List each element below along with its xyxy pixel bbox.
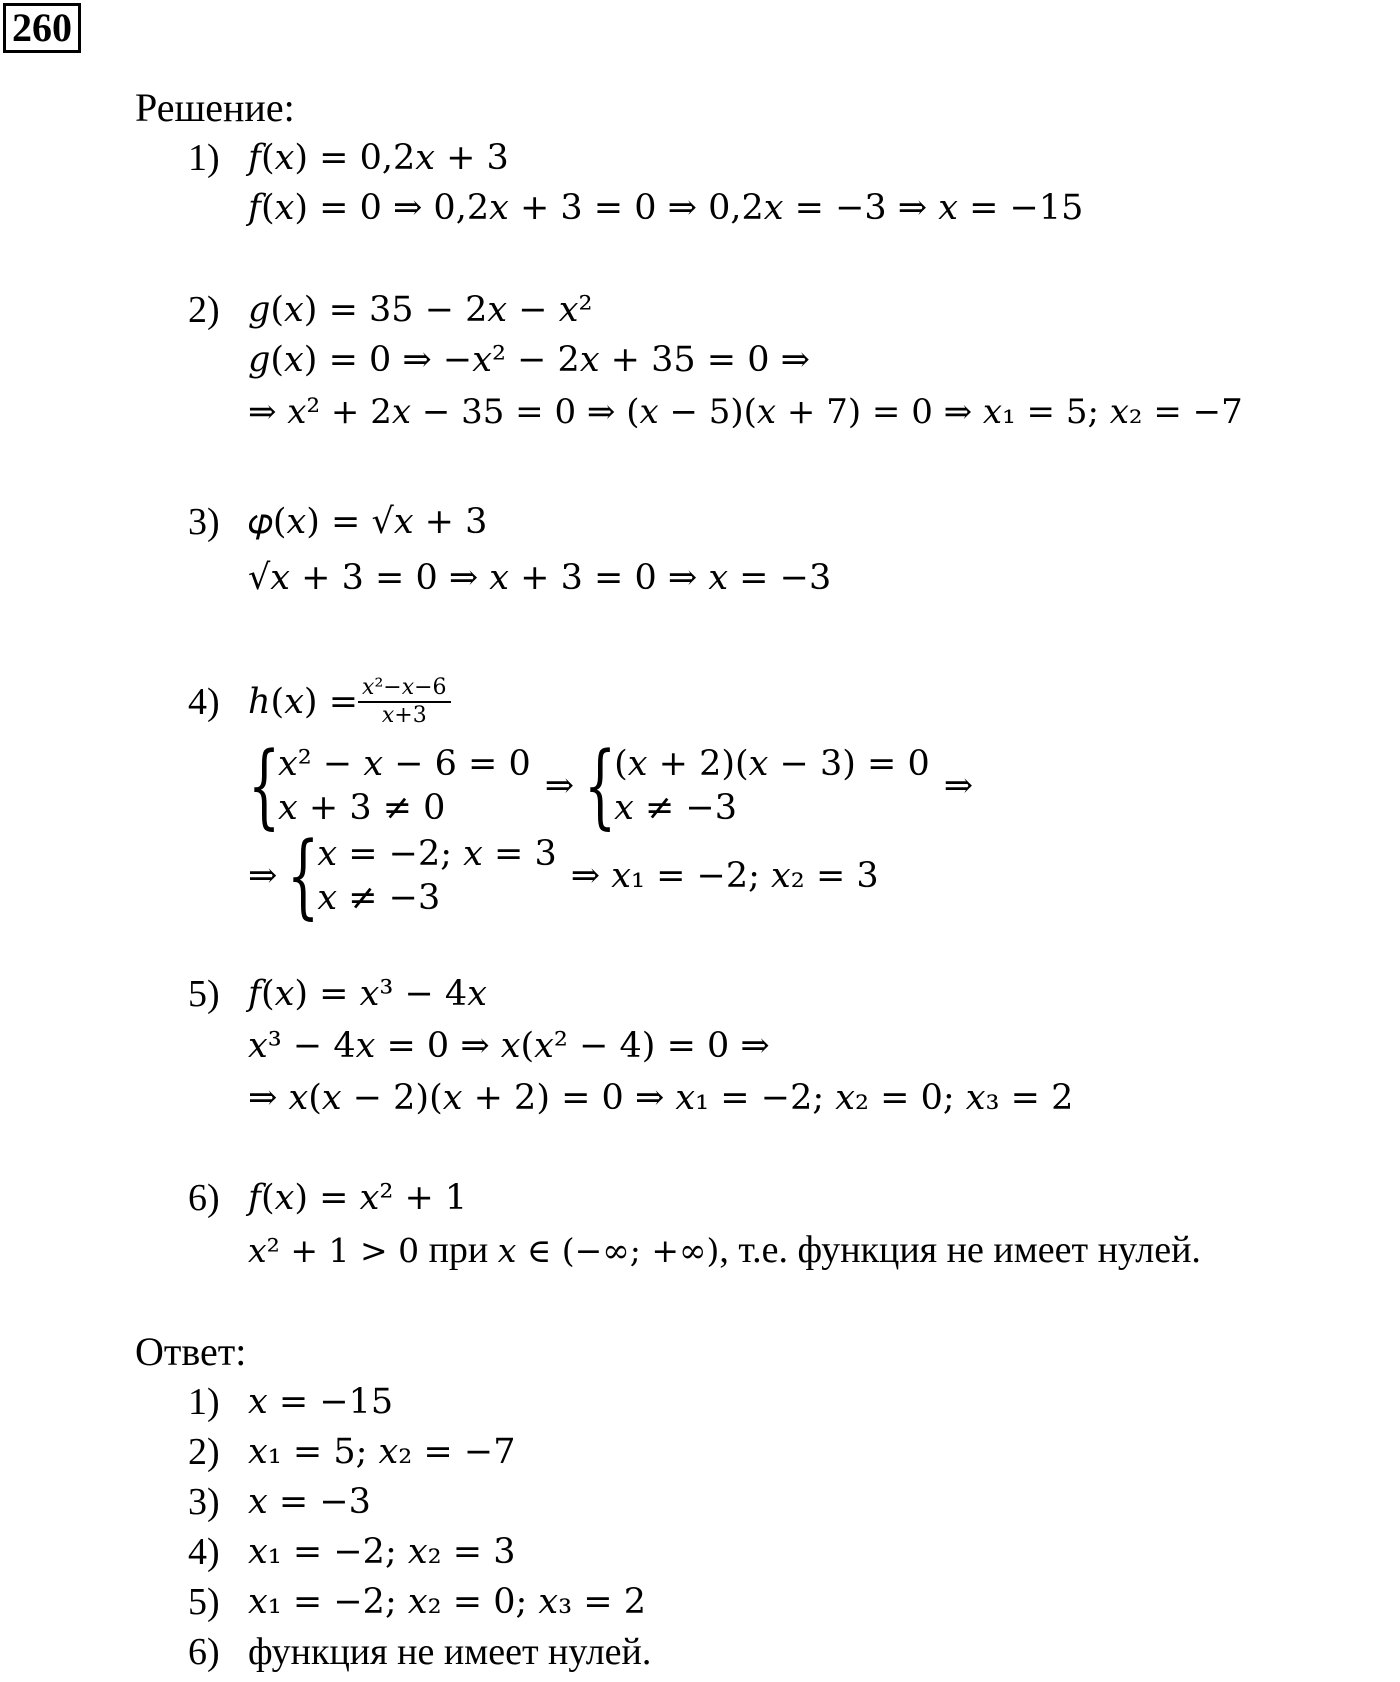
- item-4-system-2-row-1: (𝑥 + 2)(𝑥 − 3) = 0: [614, 744, 930, 784]
- left-brace: {: [287, 822, 320, 929]
- answer-6-number: 6): [188, 1631, 220, 1673]
- item-4-fraction: [358, 675, 451, 729]
- item-3-line-1: 𝜑(𝑥) = √𝑥 + 3: [248, 502, 488, 542]
- item-1-line-2: 𝑓(𝑥) = 0 ⇒ 0,2𝑥 + 3 = 0 ⇒ 0,2𝑥 = −3 ⇒ 𝑥 = −15: [248, 188, 1084, 228]
- answer-6-text: функция не имеет нулей.: [248, 1631, 652, 1673]
- item-6-text-when: при: [419, 1229, 498, 1271]
- item-6-number: 6): [188, 1177, 220, 1219]
- item-1-line-1: 𝑓(𝑥) = 0,2𝑥 + 3: [248, 138, 509, 178]
- item-5-line-3: ⇒ 𝑥(𝑥 − 2)(𝑥 + 2) = 0 ⇒ 𝑥₁ = −2; 𝑥₂ = 0; 𝑥₃ = 2: [248, 1078, 1074, 1118]
- item-4-system-2-row-2: 𝑥 ≠ −3: [614, 788, 738, 828]
- answer-5-number: 5): [188, 1581, 220, 1623]
- answer-3-text: 𝑥 = −3: [248, 1482, 371, 1522]
- item-3-line-2: √𝑥 + 3 = 0 ⇒ 𝑥 + 3 = 0 ⇒ 𝑥 = −3: [248, 558, 832, 598]
- item-4-definition: [248, 662, 451, 742]
- item-6-line-1: 𝑓(𝑥) = 𝑥² + 1: [248, 1178, 468, 1218]
- item-4-number: 4): [188, 681, 220, 723]
- problem-number: 260: [3, 3, 81, 53]
- item-4-system-3-row-1: 𝑥 = −2; 𝑥 = 3: [317, 834, 557, 874]
- item-5-line-2: 𝑥³ − 4𝑥 = 0 ⇒ 𝑥(𝑥² − 4) = 0 ⇒: [248, 1026, 770, 1066]
- left-brace: {: [248, 732, 281, 839]
- item-2-line-3: ⇒ 𝑥² + 2𝑥 − 35 = 0 ⇒ (𝑥 − 5)(𝑥 + 7) = 0 ⇒ 𝑥₁ = 5; 𝑥₂ = −7: [248, 392, 1243, 432]
- left-brace: {: [584, 732, 617, 839]
- item-4-system-3: [248, 822, 879, 929]
- item-3-number: 3): [188, 501, 220, 543]
- item-5-number: 5): [188, 973, 220, 1015]
- item-4-system-1-row-2: 𝑥 + 3 ≠ 0: [278, 788, 446, 828]
- answer-3-number: 3): [188, 1481, 220, 1523]
- item-4-system-1: [248, 732, 974, 839]
- answer-4-text: 𝑥₁ = −2; 𝑥₂ = 3: [248, 1532, 516, 1572]
- item-6-inequality: 𝑥² + 1 > 0: [248, 1231, 420, 1270]
- item-2-line-2: 𝑔(𝑥) = 0 ⇒ −𝑥² − 2𝑥 + 35 = 0 ⇒: [248, 340, 810, 380]
- answer-2-number: 2): [188, 1431, 220, 1473]
- item-4-fraction-denominator: 𝑥+3: [381, 703, 427, 728]
- item-6-line-2: [248, 1228, 1201, 1273]
- item-4-implies-1: ⇒: [544, 766, 575, 806]
- item-4-fraction-numerator: 𝑥²−𝑥−6: [358, 675, 451, 703]
- answer-1-number: 1): [188, 1381, 220, 1423]
- answer-5-text: 𝑥₁ = −2; 𝑥₂ = 0; 𝑥₃ = 2: [248, 1582, 647, 1622]
- solution-heading: Решение:: [135, 85, 295, 130]
- answer-1-text: 𝑥 = −15: [248, 1382, 394, 1422]
- item-4-result: ⇒ 𝑥₁ = −2; 𝑥₂ = 3: [570, 856, 879, 896]
- item-1-number: 1): [188, 137, 220, 179]
- item-4-implies-3: ⇒: [248, 856, 278, 896]
- item-4-system-1-row-1: 𝑥² − 𝑥 − 6 = 0: [278, 744, 531, 784]
- item-4-system-3-row-2: 𝑥 ≠ −3: [317, 878, 441, 918]
- item-4-implies-2: ⇒: [943, 766, 974, 806]
- answer-4-number: 4): [188, 1531, 220, 1573]
- answer-2-text: 𝑥₁ = 5; 𝑥₂ = −7: [248, 1432, 516, 1472]
- answer-heading: Ответ:: [135, 1329, 247, 1374]
- item-2-line-1: 𝑔(𝑥) = 35 − 2𝑥 − 𝑥²: [248, 290, 593, 330]
- item-6-conclusion: , т.е. функция не имеет нулей.: [719, 1229, 1201, 1271]
- item-2-number: 2): [188, 289, 220, 331]
- item-5-line-1: 𝑓(𝑥) = 𝑥³ − 4𝑥: [248, 974, 487, 1014]
- item-6-interval: 𝑥 ∈ (−∞; +∞): [497, 1231, 720, 1270]
- item-4-def-prefix: ℎ(𝑥) =: [248, 682, 359, 722]
